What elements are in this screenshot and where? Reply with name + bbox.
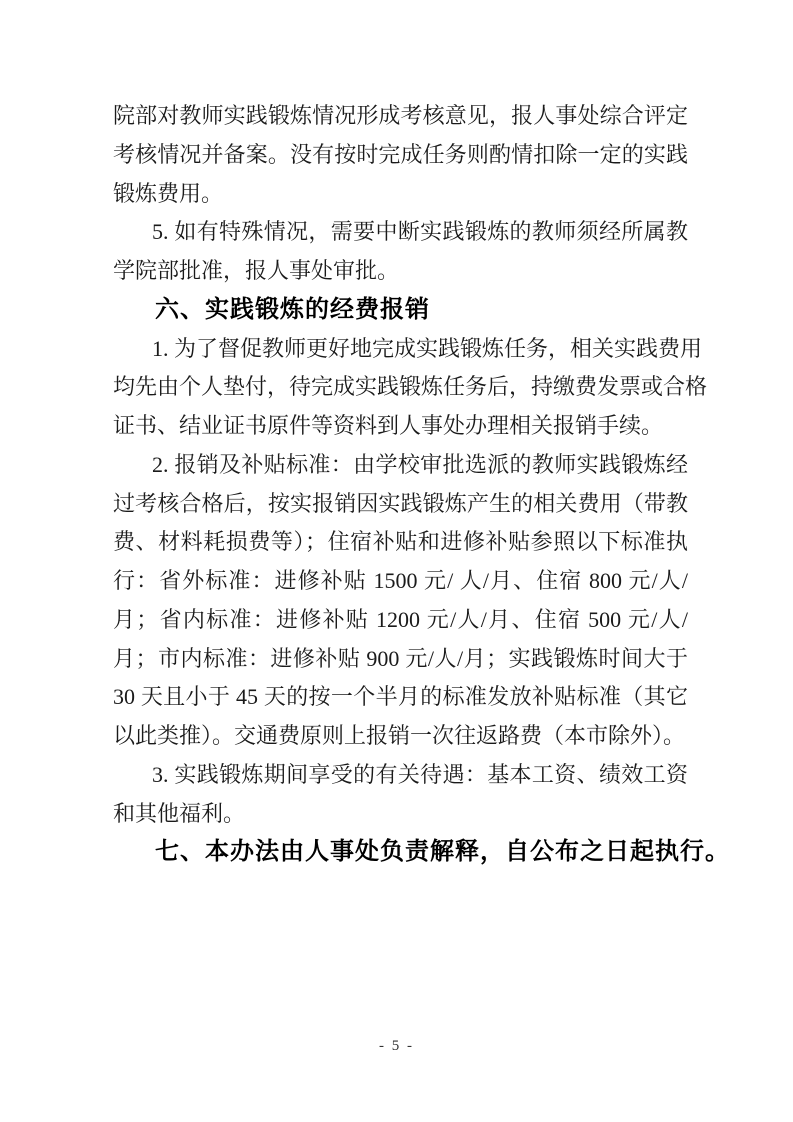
body-line: 2. 报销及补贴标准：由学校审批选派的教师实践锻炼经 — [152, 451, 688, 477]
body-line: 5. 如有特殊情况，需要中断实践锻炼的教师须经所属教 — [152, 219, 688, 245]
body-line: 30 天且小于 45 天的按一个半月的标准发放补贴标准（其它 — [113, 684, 688, 710]
body-line: 和其他福利。 — [113, 800, 246, 826]
page-number: - 5 - — [379, 1038, 414, 1054]
heading-line: 六、实践锻炼的经费报销 — [155, 295, 430, 323]
body-line: 以此类推）。交通费原则上报销一次往返路费（本市除外）。 — [113, 723, 686, 748]
body-line: 院部对教师实践锻炼情况形成考核意见，报人事处综合评定 — [113, 103, 688, 128]
body-line: 证书、结业证书原件等资料到人事处办理相关报销手续。 — [113, 413, 664, 438]
body-line: 均先由个人垫付，待完成实践锻炼任务后，持缴费发票或合格 — [113, 374, 708, 400]
body-line: 1. 为了督促教师更好地完成实践锻炼任务，相关实践费用 — [152, 335, 703, 361]
body-line: 考核情况并备案。没有按时完成任务则酌情扣除一定的实践 — [113, 141, 688, 167]
body-line: 3. 实践锻炼期间享受的有关待遇：基本工资、绩效工资 — [152, 761, 688, 787]
body-line: 月；省内标准：进修补贴 1200 元/人/月、住宿 500 元/人/ — [113, 606, 688, 632]
body-line: 行：省外标准：进修补贴 1500 元/ 人/月、住宿 800 元/人/ — [113, 568, 688, 593]
body-line: 月；市内标准：进修补贴 900 元/人/月；实践锻炼时间大于 — [113, 645, 688, 671]
heading-line: 七、本办法由人事处负责解释，自公布之日起执行。 — [155, 838, 730, 866]
text-block — [113, 97, 730, 872]
body-line: 学院部批准，报人事处审批。 — [113, 258, 400, 283]
body-line: 过考核合格后，按实报销因实践锻炼产生的相关费用（带教 — [113, 490, 688, 516]
body-line: 费、材料耗损费等）；住宿补贴和进修补贴参照以下标准执 — [113, 529, 688, 555]
body-line: 锻炼费用。 — [113, 180, 224, 206]
